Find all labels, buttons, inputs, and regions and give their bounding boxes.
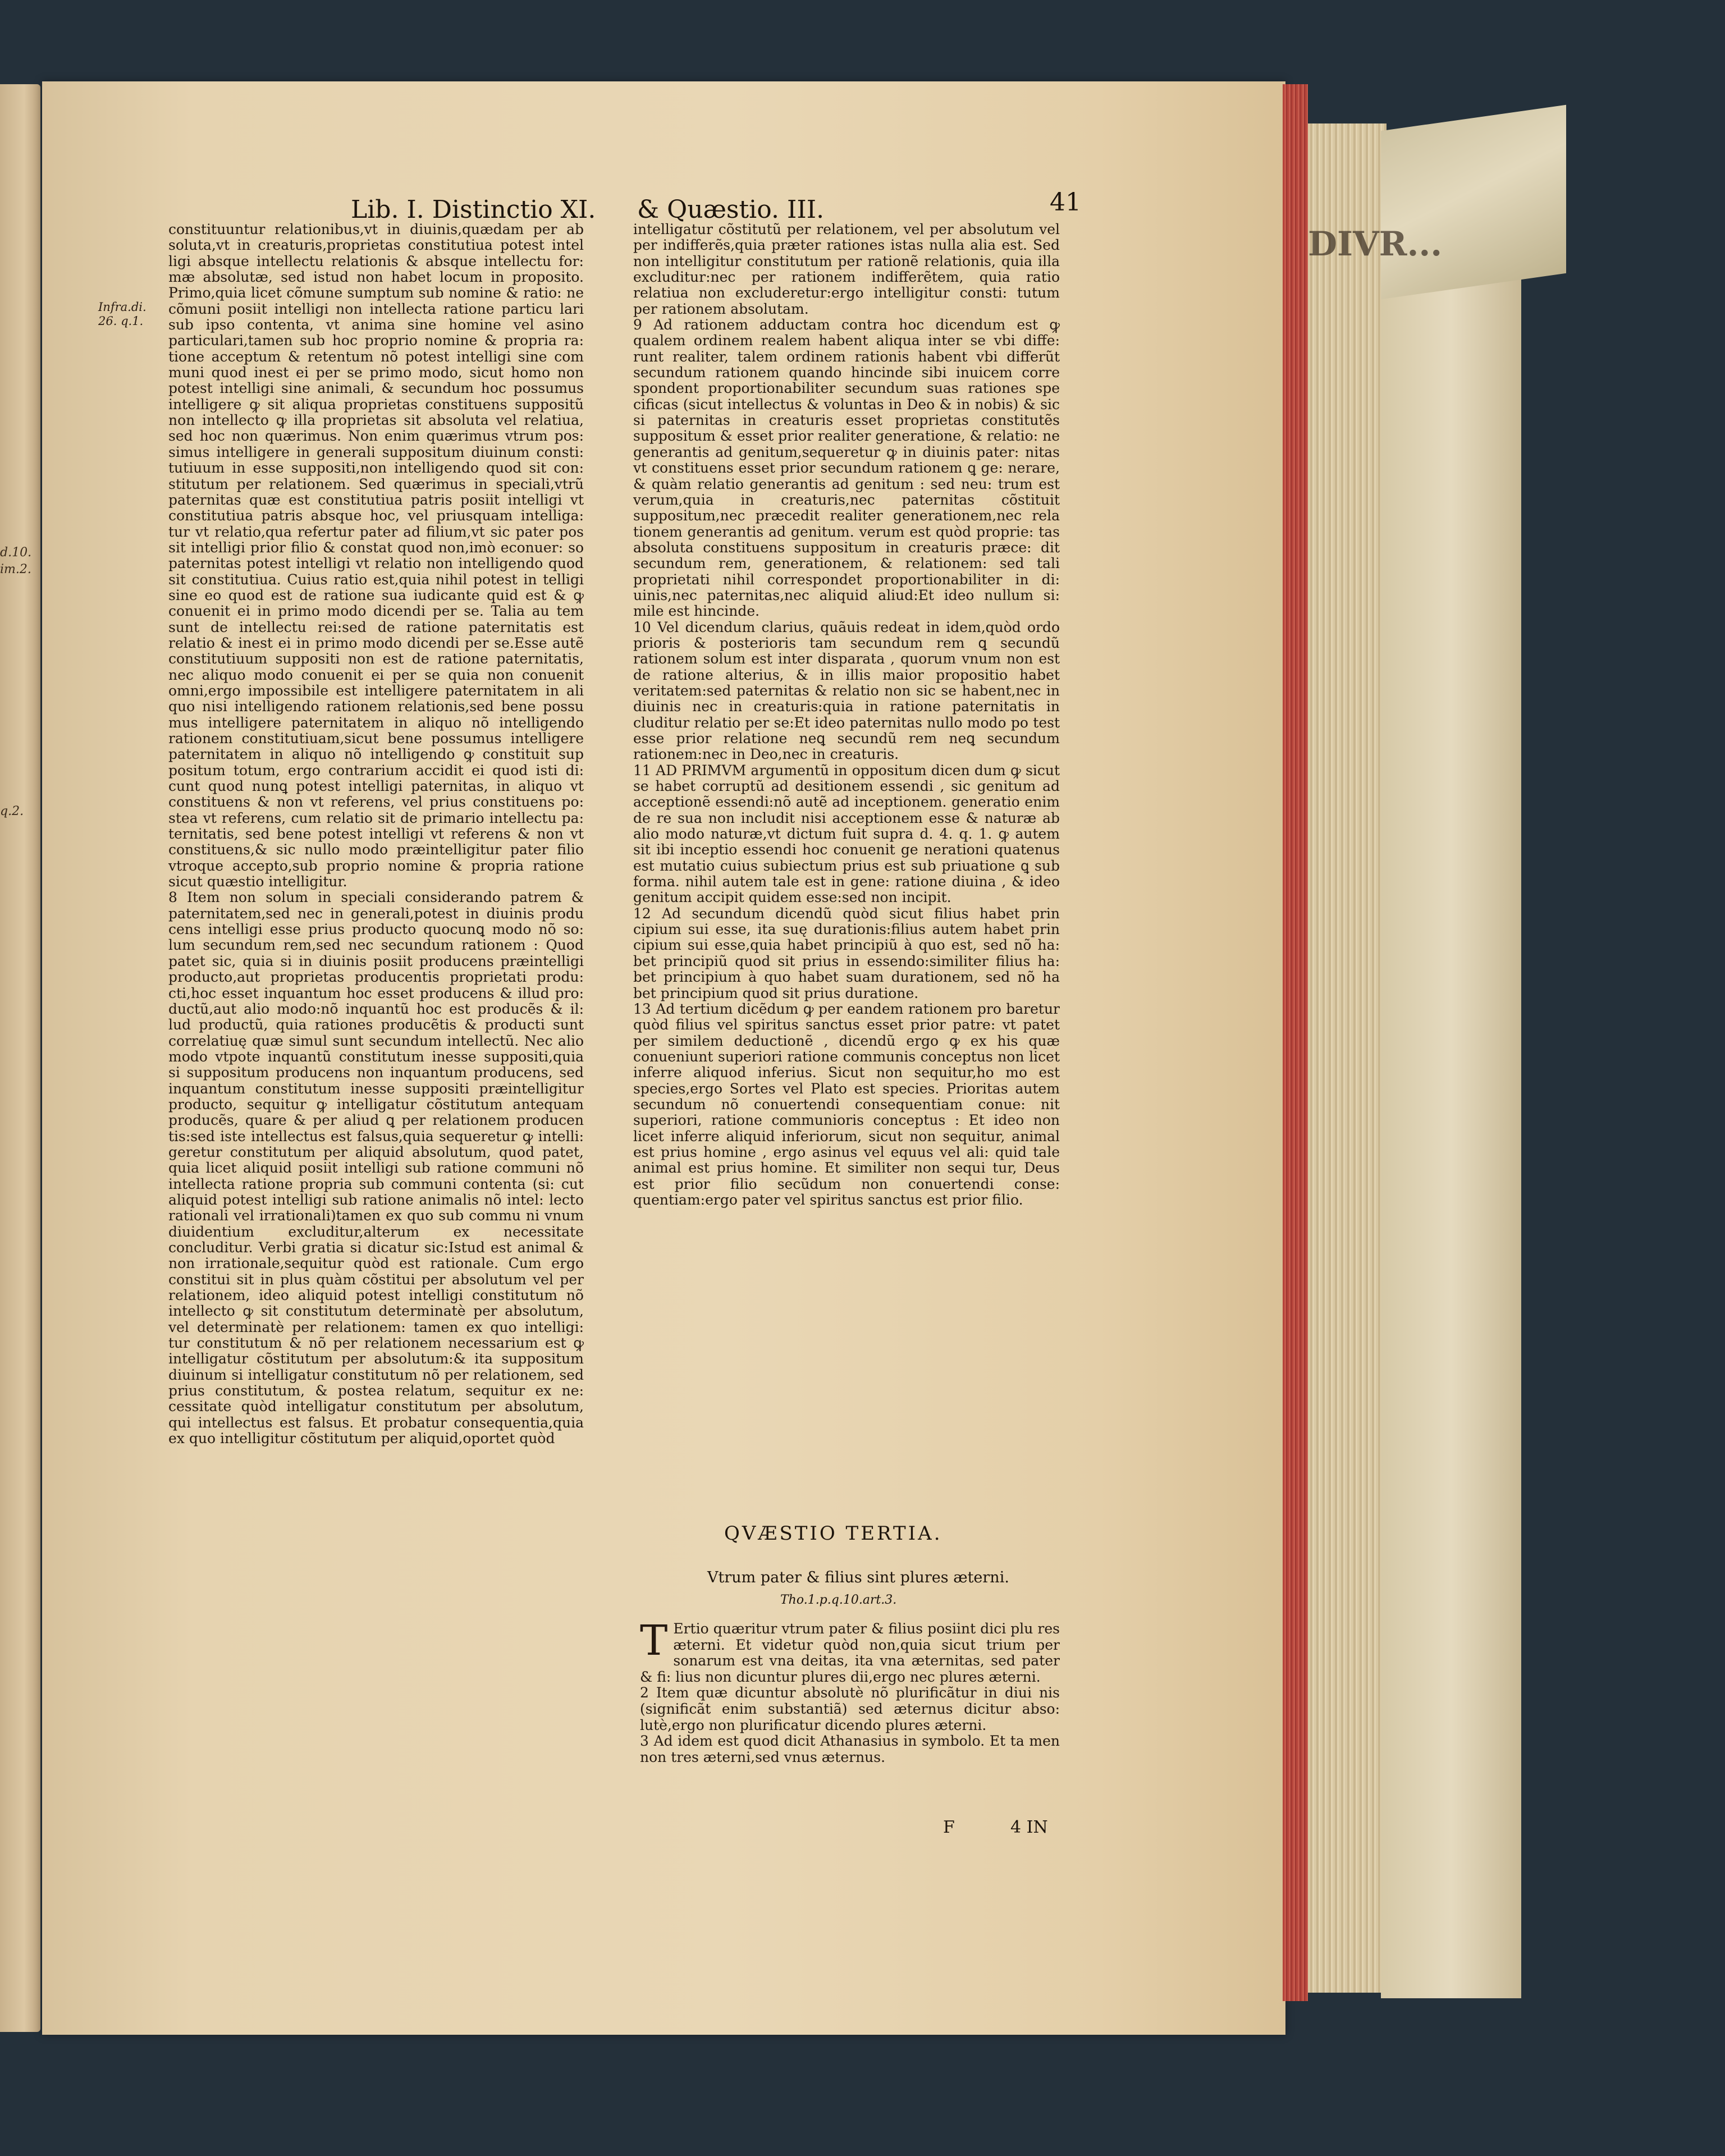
paragraph: 12 Ad secundum dicendũ quòd sicut filius habet prin cipium sui esse, ita suę durationis:filius autem habet prin cipium sui esse,quia habet principiũ à quo est, sed nõ ha: bet principiũ quod sit prius in essendo:similiter filius ha: bet principium à quo habet suam durationem, sed nõ ha bet principium quod sit prius duratione. bbox=[633, 905, 1060, 1001]
previous-page-edge bbox=[0, 84, 40, 2032]
folio-number: 41 bbox=[1050, 188, 1081, 217]
paragraph: 2 Item quæ dicuntur absolutè nõ plurificãtur in diui nis (significãt enim substantiã) sed æternus dicitur abso: lutè,ergo non plurificatur dicendo plures æterni. bbox=[640, 1684, 1060, 1733]
question-subtitle: Vtrum pater & filius sint plures æterni. bbox=[707, 1569, 1009, 1586]
left-column bbox=[168, 222, 584, 1447]
red-page-edges bbox=[1283, 84, 1308, 2001]
paragraph: 11 AD PRIMVM argumentũ in oppositum dicen dum ꝙ sicut se habet corruptũ ad desitionem essendi , sic genitum ad acceptionẽ essendi:nõ autẽ ad inceptionem. generatio enim de re sua non includit nisi acceptionem esse & naturæ ab alio modo naturæ,vt dictum fuit supra d. 4. q. 1. ꝙ autem sit ibi inceptio essendi hoc conuenit ge nerationi quatenus est mutatio cuius subiectum prius est sub priuatione ꝗ sub forma. nihil autem tale est in gene: ratione diuina , & ideo genitum accipit quidem esse:sed non incipit. bbox=[633, 762, 1060, 906]
paragraph-text: Ertio quæritur vtrum pater & filius posiint dici plu res æterni. Et videtur quòd non,quia sicut trium per sonarum est vna deitas, ita vna æternitas, sed pater & fi: lius non dicuntur plures dii,ergo nec plures æterni. bbox=[640, 1621, 1060, 1685]
running-head-right: & Quæstio. III. bbox=[637, 195, 825, 224]
vellum-binding-top bbox=[1381, 105, 1566, 299]
margin-note: im.2. bbox=[0, 562, 31, 576]
paragraph: 3 Ad idem est quod dicit Athanasius in symbolo. Et ta men non tres æterni,sed vnus æternus. bbox=[640, 1733, 1060, 1765]
vellum-binding bbox=[1381, 269, 1521, 1998]
paragraph: intelligatur cõstitutũ per relationem, vel per absolutum vel per indifferẽs,quia præter rationes istas nulla alia est. Sed non intelligitur constitutum per rationẽ relationis, quia illa excluditur:nec per rationem indifferẽtem, quia ratio relatiua non excluderetur:ergo intelligitur consti: tutum per rationem absolutam. bbox=[633, 221, 1060, 317]
running-head-left: Lib. I. Distinctio XI. bbox=[351, 195, 596, 224]
signature-mark: F bbox=[943, 1818, 955, 1837]
paragraph: 9 Ad rationem adductam contra hoc dicendum est ꝙ qualem ordinem realem habent aliqua inter se vbi diffe: runt realiter, talem ordinem rationis habent vbi differũt secundum rationem quando hincinde sibi inuicem corre spondent proportionabiliter secundum suas rationes spe cificas (sicut intellectus & voluntas in Deo & in nobis) & sic si paternitas in creaturis esset proprietas constitutẽs suppositum & esset prior realiter generatione, & relatio: ne generantis ad genitum,sequeretur ꝙ in diuinis pater: nitas vt constituens esset prior secundum rationem ꝗ ge: nerare, & quàm relatio generantis ad genitum : sed neu: trum est verum,quia in creaturis,nec paternitas cõstituit suppositum,nec præcedit realiter generationem,nec rela tionem generantis ad genitum. verum est quòd proprie: tas absoluta constituens suppositum in creaturis præce: dit secundum rem, generationem, & relationem: sed tali proprietati nihil correspondet proportionabiliter in di: uinis,nec paternitas,nec aliquid aliud:Et ideo nullum si: mile est hincinde. bbox=[633, 317, 1060, 620]
drop-cap: T bbox=[640, 1617, 668, 1665]
paragraph: 13 Ad tertium dicẽdum ꝙ per eandem rationem pro baretur quòd filius vel spiritus sanctus esset prior patre: vt patet per similem deductionẽ , dicendũ ergo ꝙ ex his quæ conueniunt superiori ratione communis conceptus non licet inferre aliquod inferius. Sicut non sequitur,ho mo est species,ergo Sortes vel Plato est species. Prioritas autem secundum nõ conuertendi consequentiam conue: nit superiori, ratione communioris conceptus : Et ideo non licet inferre aliquid inferiorum, sicut non sequitur, animal est prius homine , ergo asinus vel equus vel ali: quid tale animal est prius homine. Et similiter non sequi tur, Deus est prior filio secũdum non conuertendi conse: quentiam:ergo pater vel spiritus sanctus est prior filio. bbox=[633, 1000, 1060, 1208]
question-title: QVÆSTIO TERTIA. bbox=[724, 1522, 942, 1545]
paragraph: 10 Vel dicendum clarius, quãuis redeat in idem,quòd ordo prioris & posterioris tam secundum rem ꝗ secundũ rationem solum est inter disparata , quorum vnum non est de ratione alterius, & in illis maior propositio habet veritatem:sed paternitas & relatio non sic se habent,nec in diuinis nec in creaturis:quia in ratione paternitatis in cluditur relatio per se:Et ideo paternitas nullo modo po test esse prior relatione neꝗ secundũ rem neꝗ secundum rationem:nec in Deo,nec in creaturis. bbox=[633, 619, 1060, 763]
paragraph bbox=[640, 1617, 1060, 1685]
margin-note: q.2. bbox=[0, 804, 24, 818]
question-body bbox=[640, 1617, 1060, 1765]
question-reference: Tho.1.p.q.10.art.3. bbox=[780, 1593, 897, 1607]
paragraph: constituuntur relationibus,vt in diuinis,quædam per ab soluta,vt in creaturis,proprietas constitutiua potest intel ligi absque intellectu relationis & absque intellectu for: mæ absolutæ, sed istud non habet locum in proposito. Primo,quia licet cõmune sumptum sub nomine & ratio: ne cõmuni posiit intelligi non intellecta ratione particu lari sub ipso contenta, vt anima sine homine vel asino particulari,tamen sub hoc proprio nomine & propria ra: tione acceptum & retentum nõ potest intelligi sine com muni quod inest ei per se primo modo, sicut homo non potest intelligi sine animali, & secundum hoc possumus intelligere ꝙ sit aliqua proprietas constituens suppositũ non intellecto ꝙ illa proprietas sit absoluta vel relatiua, sed hoc non quærimus. Non enim quærimus vtrum pos: simus intelligere in generali suppositum diuinum consti: tutiuum in esse suppositi,non intelligendo quod sit con: stitutum per relationem. Sed quærimus in speciali,vtrũ paternitas quæ est constitutiua patris posiit intelligi vt constitutiua patris absque hoc, vel priusquam intelliga: tur vt relatio,qua refertur pater ad filium,vt sic pater pos sit intelligi prior filio & constat quod non,imò econuer: so paternitas potest intelligi vt relatio non intelligendo quod sit constitutiua. Cuius ratio est,quia nihil potest in telligi sine eo quod est de ratione sua iudicante quid est & ꝙ conuenit ei in primo modo dicendi per se. Talia au tem sunt de intellectu rei:sed de ratione paternitatis est relatio & inest ei in primo modo dicendi per se.Esse autẽ constitutiuum suppositi non est de ratione paternitatis, nec aliquo modo conuenit ei per se quia non conuenit omni,ergo impossibile est intelligere paternitatem in ali quo nisi intelligendo rationem relationis,sed bene possu mus intelligere paternitatem in aliquo nõ intelligendo rationem constitutiuam,sicut bene possumus intelligere paternitatem in aliquo nõ intelligendo ꝙ constituit sup positum totum, ergo contrarium accidit ei quod isti di: cunt quod nunꝗ potest intelligi paternitas, in aliquo vt constituens & non vt referens, vel prius constituens po: stea vt referens, cum relatio sit de primario intellectu pa: ternitatis, sed bene potest intelligi vt referens & non vt constituens,& sic nullo modo præintelligitur pater filio vtroque accepto,sub proprio nomine & propria ratione sicut quæstio intelligitur. bbox=[168, 221, 584, 890]
marginal-note: Infra.di. 26. q.1. bbox=[98, 300, 147, 328]
margin-note: d.10. bbox=[0, 546, 32, 560]
spine-label: DIVR... bbox=[1308, 225, 1443, 264]
right-column bbox=[633, 222, 1060, 1208]
paragraph: 8 Item non solum in speciali considerando patrem & paternitatem,sed nec in generali,potest in diuinis produ cens intelligi esse prius producto quocunꝗ modo nõ so: lum secundum rem,sed nec secundum rationem : Quod patet sic, quia si in diuinis posiit producens præintelligi producto,aut proprietas producentis proprietati produ: cti,hoc esset inquantum hoc esset producens & illud pro: ductũ,aut alio modo:nõ inquantũ hoc est producẽs & il: lud productũ, quia rationes producẽtis & producti sunt correlatiuę quæ simul sunt secundum intellectũ. Nec alio modo vtpote inquantũ constitutum inesse suppositi,quia si suppositum producens non inquantum producens, sed inquantum constitutum inesse suppositi præintelligitur producto, sequitur ꝙ intelligatur cõstitutum antequam producẽs, quare & per aliud ꝗ per relationem producen tis:sed iste intellectus est falsus,quia sequeretur ꝙ intelli: geretur constitutum per aliquid absolutum, quod patet, quia licet aliquid posiit intelligi sub ratione communi nõ intellecta ratione propria sub communi contenta (si: cut aliquid potest intelligi sub ratione animalis nõ intel: lecto rationali vel irrationali)tamen ex quo sub commu ni vnum diuidentium excluditur,alterum ex necessitate concluditur. Verbi gratia si dicatur sic:Istud est animal & non irrationale,sequitur quòd est rationale. Cum ergo constitui sit in plus quàm cõstitui per absolutum vel per relationem, ideo aliquid potest intelligi constitutum nõ intellecto ꝙ sit constitutum determinatè per absolutum, vel determinatè per relationem: tamen ex quo intelligi: tur constitutum & nõ per relationem necessarium est ꝙ intelligatur cõstitutum per absolutum:& ita suppositum diuinum si intelligatur constitutum nõ per relationem, sed prius constitutum, & postea relatum, sequitur ex ne: cessitate quòd intelligatur constitutum per absolutum, qui intellectus est falsus. Et probatur consequentia,quia ex quo intelligitur cõstitutum per aliquid,oportet quòd bbox=[168, 889, 584, 1447]
catchword: 4 IN bbox=[1010, 1818, 1048, 1837]
page-block bbox=[1308, 123, 1387, 1993]
